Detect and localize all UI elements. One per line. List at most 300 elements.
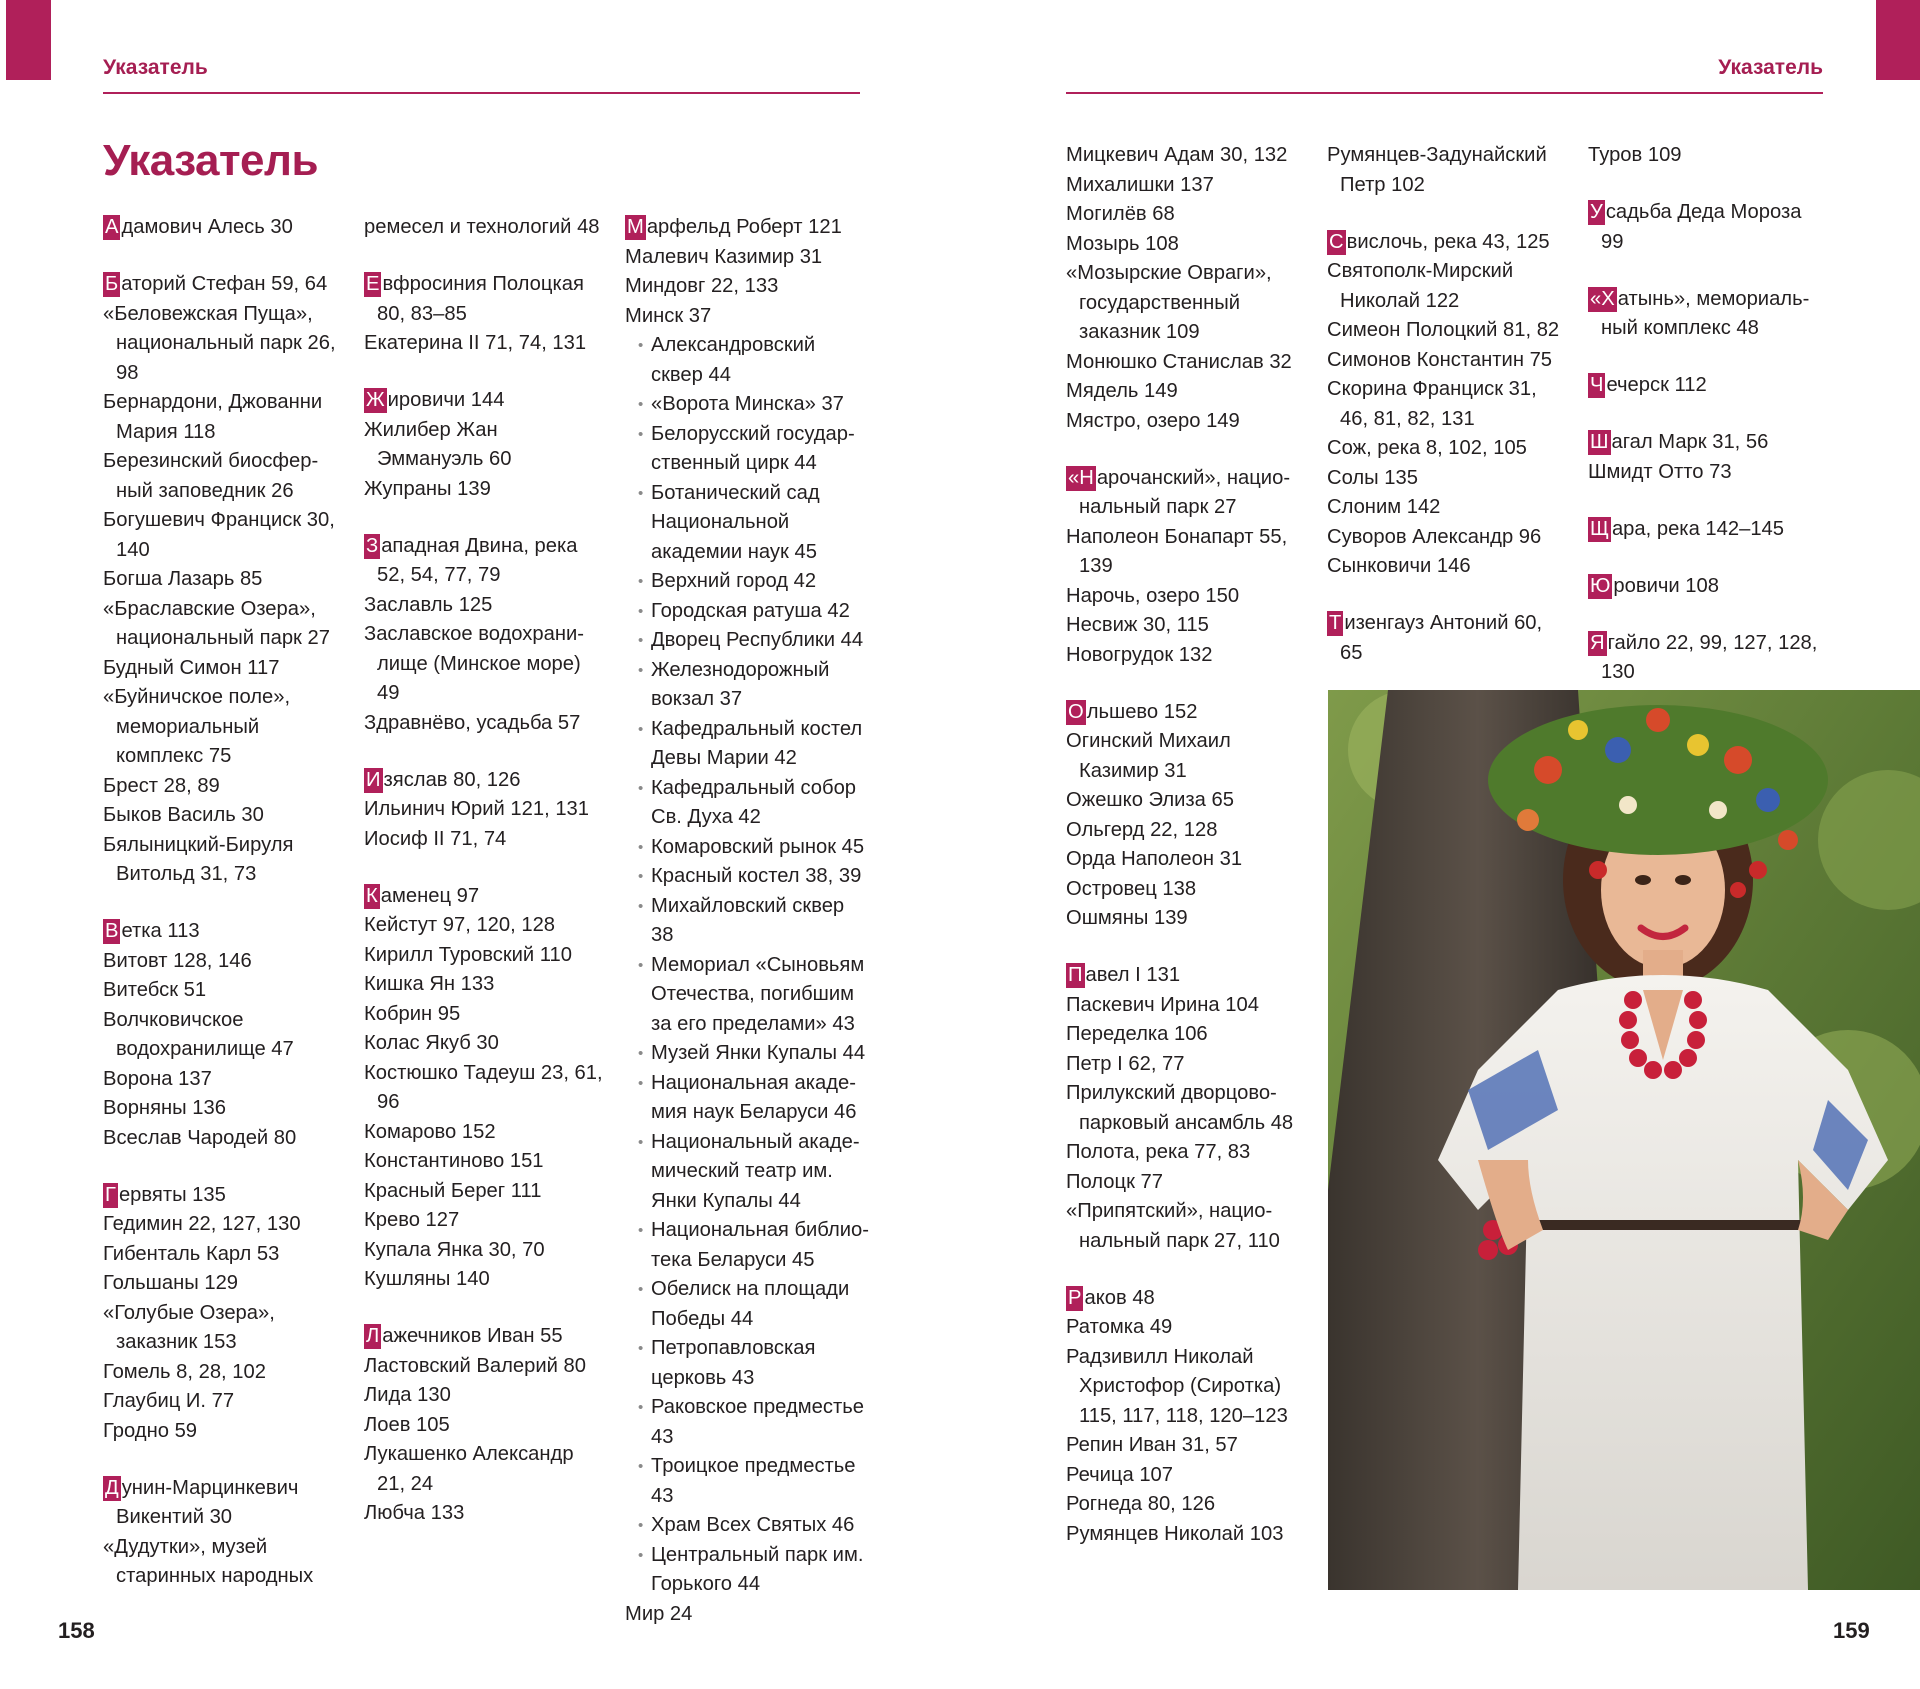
- index-entry: [1066, 816, 1311, 846]
- index-entry: [364, 416, 604, 475]
- right-header-rule: [1066, 92, 1823, 94]
- index-entry: [103, 947, 343, 977]
- index-entry: [364, 270, 604, 329]
- index-entry: [364, 1322, 604, 1352]
- index-entry-text: Красный Берег 111: [364, 1179, 542, 1202]
- index-entry-text: Березинский биосферный заповедник 26: [103, 450, 319, 502]
- index-column-1: [103, 213, 343, 1592]
- index-entry: [364, 475, 604, 505]
- index-entry: [1588, 458, 1828, 488]
- index-entry: [364, 766, 604, 796]
- index-entry-text: гайло 22, 99, 127, 128, 130: [1601, 631, 1818, 683]
- left-header-rule: [103, 92, 860, 94]
- photo-illustration: [1328, 690, 1920, 1590]
- index-entry-text: Мястро, озеро 149: [1066, 409, 1240, 432]
- index-entry-text: аменец 97: [380, 884, 480, 907]
- index-entry-text: Комаровский рынок 45: [651, 835, 865, 858]
- index-entry: [1066, 1197, 1311, 1256]
- index-entry-text: Миндовг 22, 133: [625, 275, 779, 297]
- index-entry: [1066, 1431, 1311, 1461]
- index-entry: [1066, 1461, 1311, 1491]
- index-entry: [364, 970, 604, 1000]
- index-entry-text: Гродно 59: [103, 1419, 198, 1442]
- index-subentry: [625, 862, 870, 892]
- index-entry: [1327, 464, 1567, 494]
- index-entry: [103, 1269, 343, 1299]
- index-entry: [1327, 257, 1567, 316]
- index-entry: [625, 302, 870, 332]
- index-entry-text: Ворняны 136: [103, 1097, 226, 1119]
- index-column-3: [625, 213, 870, 1629]
- index-entry-text: Гольшаны 129: [103, 1272, 239, 1294]
- index-entry-text: Любча 133: [364, 1502, 465, 1524]
- index-entry-text: Кафедральный собор Св. Духа 42: [651, 776, 857, 828]
- index-subentry: [625, 774, 870, 833]
- index-entry-text: аков 48: [1084, 1286, 1155, 1309]
- index-entry-text: Слоним 142: [1327, 496, 1441, 518]
- index-entry-text: Румянцев Николай 103: [1066, 1522, 1284, 1545]
- index-entry: [1066, 407, 1311, 437]
- index-entry-text: Обелиск на площади Победы 44: [651, 1278, 850, 1330]
- index-entry-text: Белорусский государственный цирк 44: [651, 422, 855, 474]
- index-entry: [103, 1094, 343, 1124]
- index-entry-text: Переделка 106: [1066, 1023, 1208, 1045]
- index-entry-text: Бялыницкий-Бируля Витольд 31, 73: [103, 833, 294, 885]
- index-letter-marker: Ю: [1590, 574, 1611, 597]
- index-entry: [1066, 875, 1311, 905]
- index-entry: [364, 911, 604, 941]
- index-entry-text: етка 113: [121, 920, 200, 942]
- index-entry-text: Центральный парк им. Горького 44: [651, 1543, 864, 1595]
- index-entry-text: ечерск 112: [1606, 374, 1707, 396]
- index-entry-text: ировичи 144: [387, 389, 505, 411]
- index-subentry: [625, 420, 870, 479]
- index-entry: [103, 801, 343, 831]
- index-entry: [1066, 845, 1311, 875]
- index-entry-text: Нарочь, озеро 150: [1066, 584, 1240, 607]
- index-entry-text: Александровский сквер 44: [651, 334, 816, 386]
- index-entry-text: Петропавловская церковь 43: [651, 1337, 816, 1389]
- index-entry: [103, 388, 343, 447]
- index-subentry: [625, 331, 870, 390]
- index-entry: [364, 1265, 604, 1295]
- index-entry: [1066, 1343, 1311, 1432]
- index-entry: [1588, 629, 1828, 688]
- index-entry-text: Сож, река 8, 102, 105: [1327, 437, 1527, 459]
- left-running-head: Указатель: [103, 56, 208, 79]
- index-entry: [103, 1387, 343, 1417]
- index-entry: [1066, 641, 1311, 671]
- index-entry: [1588, 515, 1828, 545]
- index-letter-marker: Ж: [366, 389, 385, 411]
- index-entry-text: «Голубые Озера», заказник 153: [103, 1301, 275, 1353]
- index-letter-marker: С: [1329, 230, 1344, 253]
- index-entry: [1588, 572, 1828, 602]
- index-subentry: [625, 892, 870, 951]
- index-entry-text: Витовт 128, 146: [103, 949, 252, 972]
- index-entry: [1588, 198, 1828, 257]
- index-letter-marker: Б: [105, 273, 119, 295]
- index-letter-marker: Л: [366, 1325, 380, 1347]
- index-entry: [103, 976, 343, 1006]
- index-entry: [1066, 1284, 1311, 1314]
- index-entry-text: аторий Стефан 59, 64: [121, 273, 328, 295]
- index-entry: [1066, 582, 1311, 612]
- index-entry-text: Раковское предместье 43: [651, 1396, 864, 1448]
- index-entry: [103, 595, 343, 654]
- index-entry: [1066, 1168, 1311, 1198]
- index-entry-text: Мир 24: [625, 1602, 693, 1625]
- index-letter-marker: П: [1068, 964, 1083, 986]
- index-entry-text: Заславль 125: [364, 593, 493, 616]
- index-entry: [1327, 552, 1567, 582]
- index-entry-text: Лида 130: [364, 1384, 451, 1406]
- index-entry: [364, 795, 604, 825]
- right-running-head: Указатель: [1718, 56, 1823, 79]
- index-letter-marker: О: [1068, 700, 1084, 723]
- index-entry-text: Минск 37: [625, 304, 712, 327]
- index-entry: [1066, 786, 1311, 816]
- index-entry: [1588, 285, 1828, 344]
- index-entry: [1066, 141, 1311, 171]
- index-entry-text: Мозырь 108: [1066, 232, 1179, 255]
- index-entry: [103, 506, 343, 565]
- index-entry-text: Лукашенко Александр 21, 24: [364, 1443, 574, 1495]
- index-entry: [1327, 141, 1567, 200]
- index-entry: [364, 1118, 604, 1148]
- index-entry: [364, 532, 604, 591]
- index-letter-marker: Я: [1590, 631, 1605, 654]
- index-entry-text: Малевич Казимир 31: [625, 245, 823, 268]
- index-entry-text: арочанский», национальный парк 27: [1079, 466, 1291, 518]
- index-entry: [625, 213, 870, 243]
- index-entry: [1327, 375, 1567, 434]
- index-letter-marker: Г: [105, 1183, 116, 1206]
- index-entry-text: Жупраны 139: [364, 477, 491, 500]
- index-entry-text: Островец 138: [1066, 877, 1197, 900]
- index-entry: [103, 1474, 343, 1533]
- index-entry: [1066, 611, 1311, 641]
- index-entry: [1066, 1520, 1311, 1550]
- index-entry: [103, 1210, 343, 1240]
- index-subentry: [625, 1069, 870, 1128]
- index-entry: [364, 620, 604, 709]
- index-entry-text: Симеон Полоцкий 81, 82: [1327, 319, 1560, 341]
- index-letter-marker: «Н: [1068, 466, 1094, 489]
- index-subentry: [625, 1541, 870, 1600]
- index-entry-text: унин-Марцинкевич Викентий 30: [116, 1476, 299, 1528]
- index-entry-text: Будный Симон 117: [103, 656, 280, 679]
- index-entry-text: Петр I 62, 77: [1066, 1052, 1185, 1075]
- index-entry-text: Красный костел 38, 39: [651, 865, 862, 887]
- index-entry-text: Здравнёво, усадьба 57: [364, 711, 581, 734]
- index-entry-text: Богша Лазарь 85: [103, 568, 263, 590]
- index-column-6: [1588, 141, 1828, 688]
- index-entry-text: Гомель 8, 28, 102: [103, 1360, 266, 1383]
- index-entry: [1066, 464, 1311, 523]
- index-entry-text: вфросиния Полоцкая 80, 83–85: [377, 273, 584, 325]
- left-page-tab: [6, 0, 51, 80]
- index-entry-text: Гедимин 22, 127, 130: [103, 1213, 301, 1235]
- index-entry-text: Речица 107: [1066, 1463, 1174, 1486]
- index-entry: [103, 1299, 343, 1358]
- index-entry: [625, 243, 870, 273]
- index-subentry: [625, 1128, 870, 1217]
- index-entry: [364, 941, 604, 971]
- index-entry: [1066, 991, 1311, 1021]
- index-entry: [103, 1006, 343, 1065]
- index-entry: [364, 1059, 604, 1118]
- index-subentry: [625, 656, 870, 715]
- index-entry: [1066, 377, 1311, 407]
- index-entry-text: Кирилл Туровский 110: [364, 943, 572, 966]
- index-entry: [364, 1206, 604, 1236]
- index-letter-marker: Ч: [1590, 374, 1604, 396]
- index-entry: [364, 1177, 604, 1207]
- index-column-5: [1327, 141, 1567, 668]
- index-entry-text: Глаубиц И. 77: [103, 1390, 235, 1412]
- index-entry: [1066, 698, 1311, 728]
- index-subentry: [625, 715, 870, 774]
- index-entry-text: Ворона 137: [103, 1067, 212, 1090]
- index-entry-text: вислочь, река 43, 125: [1346, 230, 1550, 253]
- index-subentry: [625, 390, 870, 420]
- index-letter-marker: У: [1590, 201, 1603, 223]
- index-column-4: [1066, 141, 1311, 1549]
- index-entry: [103, 654, 343, 684]
- index-entry-text: Храм Всех Святых 46: [651, 1514, 855, 1536]
- index-entry-text: авел I 131: [1085, 964, 1181, 986]
- index-letter-marker: Р: [1068, 1286, 1082, 1309]
- index-entry-text: Рогнеда 80, 126: [1066, 1493, 1216, 1515]
- index-entry: [1066, 1313, 1311, 1343]
- index-entry-text: «Беловежская Пуща», национальный парк 26, 98: [103, 302, 336, 384]
- index-entry-text: Ильинич Юрий 121, 131: [364, 798, 589, 820]
- index-entry-text: льшево 152: [1086, 700, 1198, 723]
- index-letter-marker: Т: [1329, 612, 1342, 634]
- index-entry-text: Ошмяны 139: [1066, 907, 1188, 929]
- right-page-number: 159: [1833, 1618, 1870, 1643]
- index-entry: [1066, 904, 1311, 934]
- index-entry-text: Туров 109: [1588, 144, 1682, 166]
- index-subentry: [625, 1452, 870, 1511]
- index-entry: [364, 386, 604, 416]
- index-letter-marker: В: [105, 920, 119, 942]
- page-title: Указатель: [103, 136, 319, 185]
- index-entry-text: Святополк-Мирский Николай 122: [1327, 260, 1514, 312]
- index-entry-text: Кейстут 97, 120, 128: [364, 914, 556, 936]
- index-entry: [1327, 228, 1567, 258]
- index-entry: [364, 1499, 604, 1529]
- index-entry: [103, 1240, 343, 1270]
- index-entry-text: Верхний город 42: [651, 570, 817, 592]
- index-entry-text: ападная Двина, река 52, 54, 77, 79: [377, 534, 578, 586]
- index-subentry: [625, 833, 870, 863]
- index-entry: [1066, 1138, 1311, 1168]
- index-entry: [1066, 961, 1311, 991]
- index-entry-text: Полота, река 77, 83: [1066, 1141, 1251, 1163]
- index-entry-text: Михалишки 137: [1066, 173, 1214, 196]
- index-entry-text: Колас Якуб 30: [364, 1032, 499, 1054]
- index-entry: [364, 709, 604, 739]
- index-entry: [1066, 1020, 1311, 1050]
- index-entry: [1327, 609, 1567, 668]
- index-entry-text: агал Марк 31, 56: [1611, 431, 1769, 453]
- index-entry: [1066, 348, 1311, 378]
- index-entry: [103, 1065, 343, 1095]
- index-entry-text: Константиново 151: [364, 1150, 544, 1172]
- index-entry-text: Ольгерд 22, 128: [1066, 818, 1218, 841]
- index-entry-text: ровичи 108: [1613, 574, 1719, 597]
- photo-woman-flower-wreath: [1328, 690, 1920, 1590]
- index-entry: [103, 270, 343, 300]
- index-entry-text: Огинский Михаил Казимир 31: [1066, 730, 1231, 782]
- index-entry: [103, 683, 343, 772]
- index-subentry: [625, 1334, 870, 1393]
- index-entry-text: Кушляны 140: [364, 1268, 490, 1290]
- index-entry: [103, 831, 343, 890]
- index-entry: [103, 772, 343, 802]
- index-entry: [364, 329, 604, 359]
- index-entry-text: Купала Янка 30, 70: [364, 1238, 545, 1261]
- index-entry-text: Суворов Александр 96: [1327, 525, 1542, 548]
- index-entry-text: Заславское водохранилище (Минское море) 49: [364, 623, 585, 704]
- index-entry-text: Ратомка 49: [1066, 1316, 1173, 1338]
- index-letter-marker: И: [366, 768, 381, 791]
- index-entry: [625, 272, 870, 302]
- index-entry-text: Гибенталь Карл 53: [103, 1242, 280, 1265]
- index-entry-text: Орда Наполеон 31: [1066, 848, 1243, 870]
- index-entry-text: Полоцк 77: [1066, 1170, 1163, 1193]
- index-entry-text: Шмидт Отто 73: [1588, 460, 1732, 483]
- index-entry: [1327, 316, 1567, 346]
- index-entry: [103, 917, 343, 947]
- index-entry: [103, 565, 343, 595]
- index-entry-text: Симонов Константин 75: [1327, 348, 1553, 371]
- index-column-2: [364, 213, 604, 1529]
- index-entry-text: Витебск 51: [103, 979, 207, 1001]
- index-letter-marker: Е: [366, 273, 380, 295]
- index-subentry: [625, 1216, 870, 1275]
- index-entry: [103, 1358, 343, 1388]
- index-entry-text: Прилукский дворцово-парковый ансамбль 48: [1066, 1082, 1294, 1134]
- index-entry: [364, 1352, 604, 1382]
- index-entry: [364, 882, 604, 912]
- index-entry: [1066, 1079, 1311, 1138]
- index-entry: [1066, 171, 1311, 201]
- index-subentry: [625, 1393, 870, 1452]
- index-letter-marker: М: [627, 216, 644, 238]
- index-entry-text: Скорина Франциск 31, 46, 81, 82, 131: [1327, 378, 1537, 430]
- index-letter-marker: А: [105, 216, 119, 238]
- index-entry: [364, 591, 604, 621]
- index-entry-text: Богушевич Франциск 30, 140: [103, 509, 335, 561]
- index-entry-text: Ботанический сад Национальной академии наук 45: [651, 481, 820, 563]
- index-letter-marker: Ш: [1590, 431, 1609, 453]
- index-entry-text: «Дудутки», музей старинных народных: [103, 1535, 314, 1587]
- index-entry-text: Солы 135: [1327, 466, 1418, 489]
- index-entry: [364, 1381, 604, 1411]
- index-entry-text: Национальная библиотека Беларуси 45: [651, 1219, 869, 1271]
- index-entry-text: Бернардони, Джованни Мария 118: [103, 391, 323, 443]
- index-entry-text: Музей Янки Купалы 44: [651, 1042, 866, 1064]
- index-entry: [364, 825, 604, 855]
- left-page-number: 158: [58, 1618, 95, 1643]
- index-entry: [103, 213, 343, 243]
- index-entry: [1327, 523, 1567, 553]
- index-entry-text: ервяты 135: [118, 1183, 226, 1206]
- index-letter-marker: Д: [105, 1476, 119, 1499]
- index-entry-text: Костюшко Тадеуш 23, 61, 96: [364, 1061, 603, 1113]
- index-subentry: [625, 1511, 870, 1541]
- index-entry-text: Иосиф II 71, 74: [364, 827, 507, 850]
- index-entry-text: Кишка Ян 133: [364, 973, 495, 995]
- index-entry-text: Мемориал «Сыновьям Отечества, погибшим за его пределами» 43: [651, 953, 865, 1035]
- index-entry-text: Монюшко Станислав 32: [1066, 350, 1292, 373]
- index-entry-text: Волчковичское водохранилище 47: [103, 1008, 294, 1060]
- index-letter-marker: Щ: [1590, 517, 1609, 540]
- index-subentry: [625, 626, 870, 656]
- index-entry-text: Радзивилл Николай Христофор (Сиротка) 115, 117, 118, 120–123: [1066, 1345, 1288, 1427]
- index-entry: [1327, 493, 1567, 523]
- index-entry-text: Национальная академия наук Беларуси 46: [651, 1071, 857, 1123]
- index-subentry: [625, 597, 870, 627]
- index-entry-text: «Буйничское поле», мемориальный комплекс 75: [103, 686, 291, 767]
- index-entry: [1066, 230, 1311, 260]
- index-entry-text: Новогрудок 132: [1066, 643, 1213, 666]
- index-letter-marker: З: [366, 534, 379, 557]
- index-entry-text: садьба Деда Мороза 99: [1601, 201, 1802, 253]
- index-entry: [1588, 371, 1828, 401]
- index-subentry: [625, 479, 870, 568]
- index-entry: [103, 1533, 343, 1592]
- index-letter-marker: «Х: [1590, 287, 1615, 310]
- index-entry-text: изенгауз Антоний 60, 65: [1340, 612, 1543, 664]
- index-entry: [364, 1411, 604, 1441]
- index-entry-text: Мядель 149: [1066, 380, 1178, 402]
- index-entry-text: Ожешко Элиза 65: [1066, 789, 1234, 811]
- index-entry-text: Екатерина II 71, 74, 131: [364, 332, 587, 354]
- index-entry: [103, 1124, 343, 1154]
- index-entry: [1327, 434, 1567, 464]
- index-entry-text: Троицкое предместье 43: [651, 1455, 856, 1507]
- index-entry-text: «Ворота Минска» 37: [651, 393, 844, 415]
- index-entry: [625, 1600, 870, 1630]
- index-entry-text: Михайловский сквер 38: [651, 894, 845, 946]
- index-entry-text: ара, река 142–145: [1611, 517, 1784, 540]
- index-entry: [1066, 259, 1311, 348]
- index-entry-text: Лоев 105: [364, 1413, 450, 1436]
- index-entry-text: Брест 28, 89: [103, 774, 220, 797]
- index-entry: [1588, 141, 1828, 171]
- index-entry-text: Всеслав Чародей 80: [103, 1126, 297, 1149]
- index-entry-text: «Припятский», национальный парк 27, 110: [1066, 1200, 1280, 1252]
- index-entry-text: Комарово 152: [364, 1120, 496, 1143]
- index-entry-text: дамович Алесь 30: [121, 216, 293, 238]
- index-subentry: [625, 567, 870, 597]
- index-entry: [364, 1029, 604, 1059]
- index-entry-text: Крево 127: [364, 1209, 460, 1231]
- index-entry-text: «Мозырские Овраги», государственный заказник 109: [1066, 262, 1272, 343]
- index-letter-marker: К: [366, 884, 378, 907]
- index-entry-text: арфельд Роберт 121: [646, 216, 842, 238]
- index-entry-text: Могилёв 68: [1066, 203, 1175, 225]
- index-entry-text: ажечников Иван 55: [382, 1325, 563, 1347]
- index-entry: [1066, 200, 1311, 230]
- index-entry: [103, 1181, 343, 1211]
- index-entry: [1066, 1490, 1311, 1520]
- index-entry-text: «Браславские Озера», национальный парк 27: [103, 597, 330, 649]
